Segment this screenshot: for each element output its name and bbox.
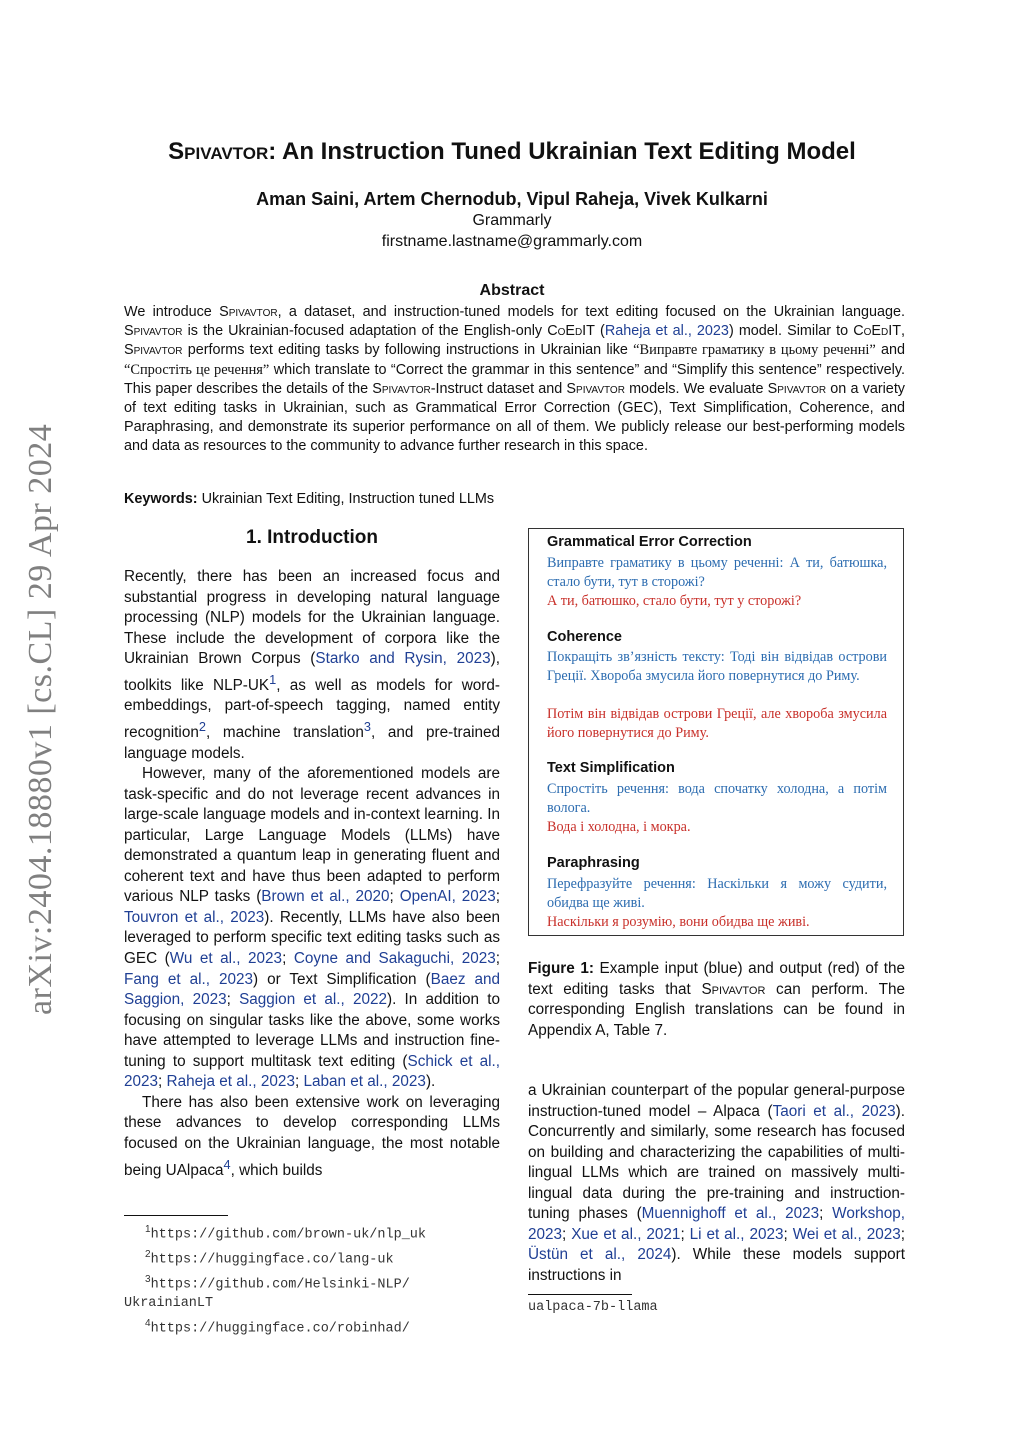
- abstract-text: is the Ukrainian-focused adaptation of the English-only: [182, 323, 548, 340]
- citation-separator: ;: [389, 888, 400, 906]
- task-heading-coherence: Coherence: [547, 629, 622, 645]
- task-heading-paraphrasing: Paraphrasing: [547, 855, 640, 871]
- body-text: ) or Text Simplification (: [253, 970, 431, 988]
- footnote-3: [124, 1270, 500, 1295]
- caption-text: can perform. The corresponding English translations can be found in Appendix A, Table 7.: [528, 980, 905, 1039]
- citation-link[interactable]: Raheja et al., 2023: [604, 323, 729, 340]
- footnote-4-continued: ualpaca-7b-llama: [528, 1300, 658, 1315]
- footnote-number: 2: [145, 1248, 151, 1260]
- example-output-simplification: Вода і холодна, і мокра.: [547, 819, 691, 835]
- footnote-mark[interactable]: 1: [269, 671, 277, 687]
- intro-paragraph-3: [124, 1093, 500, 1181]
- body-text: ).: [425, 1073, 436, 1091]
- abstract-body: [124, 303, 905, 457]
- example-input-simplification: Спростіть речення: вода спочатку холодна, а потім волога.: [547, 781, 887, 816]
- citation-link[interactable]: Coyne and Sakaguchi, 2023: [293, 950, 496, 968]
- authors: Aman Saini, Artem Chernodub, Vipul Raheja, Vivek Kulkarni: [256, 189, 768, 209]
- citation-link[interactable]: Baez and Saggion, 2023: [124, 970, 501, 1009]
- body-text: , which builds: [230, 1161, 323, 1179]
- citation-separator: ;: [819, 1205, 833, 1223]
- ukrainian-instruction: “Виправте граматику в цьому реченні”: [633, 342, 876, 359]
- abstract-text: ,: [901, 323, 906, 340]
- caption-text: Example input (blue) and output (red) of the text editing tasks that: [528, 960, 905, 998]
- citation-separator: ;: [226, 991, 240, 1009]
- footnote-3-continued: UkrainianLT: [124, 1296, 214, 1312]
- example-input-gec: Виправте граматику в цьому реченні: А ти, батюшка, стало бути, тут в сторожі?: [547, 555, 887, 590]
- citation-link[interactable]: Workshop, 2023: [528, 1205, 905, 1243]
- citation-separator: ;: [495, 888, 501, 906]
- citation-link[interactable]: Üstün et al., 2024: [528, 1246, 672, 1264]
- citation-separator: ;: [900, 1225, 906, 1243]
- intro-paragraph-2: [124, 764, 500, 1093]
- body-text: , as well as models for word-embeddings, part-of-speech tagging, named entity recognition: [124, 676, 500, 742]
- abstract-text: which translate to “Correct the grammar in this sentence” and “Simplify this sentence” respectively. This paper describes the details of the: [124, 361, 905, 397]
- ukrainian-instruction: “Спростіть це речення”: [124, 361, 270, 378]
- citation-link[interactable]: Taori et al., 2023: [772, 1102, 896, 1120]
- footnote-rule: [528, 1294, 632, 1295]
- task-heading-gec: Grammatical Error Correction: [547, 534, 752, 550]
- body-text: There has also been extensive work on leveraging these advances to develop corresponding LLMs focused on the Ukrainian language, the most notable being UAlpaca: [124, 1093, 500, 1179]
- example-output-gec: А ти, батюшко, стало бути, тут у сторожі?: [547, 593, 802, 609]
- model-name: Spivavtor: [168, 138, 269, 165]
- body-text: , machine translation: [205, 724, 364, 742]
- citation-link[interactable]: Saggion et al., 2022: [239, 991, 387, 1009]
- author-email: firstname.lastname@grammarly.com: [381, 233, 643, 250]
- left-column: [124, 567, 500, 1181]
- citation-link[interactable]: Wu et al., 2023: [169, 950, 283, 968]
- arxiv-identifier: arXiv:2404.18880v1 [cs.CL] 29 Apr 2024: [22, 423, 59, 1015]
- affiliation: Grammarly: [472, 212, 552, 229]
- footnote-rule: [124, 1215, 228, 1216]
- task-heading-simplification: Text Simplification: [547, 760, 675, 776]
- citation-link[interactable]: OpenAI, 2023: [399, 888, 496, 906]
- citation-link[interactable]: Wei et al., 2023: [792, 1225, 901, 1243]
- body-text: ). Concurrently and similarly, some research has focused on building and characterizing the capabilities of multi-lingual LLMs which are trained on massively multi-lingual data during the pre-training and instruction-tuning phases (: [528, 1102, 905, 1223]
- footnote-1: [124, 1220, 500, 1245]
- citation-link[interactable]: Touvron et al., 2023: [124, 908, 265, 926]
- figure-1-caption: [528, 959, 905, 1041]
- abstract-text: (: [594, 323, 605, 340]
- model-name: Spivavtor: [124, 342, 183, 359]
- body-text: ). In addition to focusing on singular tasks like the above, some works have attempted to leverage LLMs and instruction fine-tuning to support multitask text editing (: [124, 991, 500, 1070]
- footnote-number: 3: [145, 1273, 151, 1285]
- citation-separator: ;: [158, 1073, 167, 1091]
- citation-link[interactable]: Laban et al., 2023: [303, 1073, 426, 1091]
- abstract-text: models. We evaluate: [624, 380, 768, 397]
- model-name: Spivavtor: [767, 380, 827, 397]
- body-text: Recently, there has been an increased focus and substantial progress in developing natural language processing (NLP) models for the Ukrainian language. These include the development of corpora like the Ukrainian Brown Corpus (: [124, 568, 500, 668]
- footnote-mark[interactable]: 2: [198, 718, 206, 734]
- example-input-coherence: Покращіть зв’язність тексту: Тоді він відвідав острови Греції. Хвороба змусила його повернутися до Риму.: [547, 649, 887, 684]
- body-text: ). Recently, LLMs have also been leveraged to perform specific text editing tasks such as GEC (: [124, 908, 500, 968]
- body-text: a Ukrainian counterpart of the popular general-purpose instruction-tuned model – Alpaca (: [528, 1082, 905, 1120]
- footnote-4: [124, 1314, 500, 1339]
- intro-paragraph-3-continued: [528, 1081, 905, 1286]
- keywords-text: Ukrainian Text Editing, Instruction tuned LLMs: [197, 491, 495, 507]
- citation-separator: ;: [680, 1225, 690, 1243]
- footnote-url[interactable]: https://huggingface.co/lang-uk: [150, 1252, 394, 1268]
- citation-link[interactable]: Fang et al., 2023: [124, 970, 254, 988]
- body-text: However, many of the aforementioned models are task-specific and do not leverage recent advances in large-scale language models and in-context learning. In particular, Large Language Models (LLMs) have demonstrated a quantum leap in generating fluent and coherent text and have thus been adapted to perform various NLP tasks (: [124, 765, 500, 906]
- abstract-heading: Abstract: [479, 282, 545, 299]
- model-name: CoEdIT: [853, 323, 902, 340]
- citation-separator: ;: [282, 950, 294, 968]
- right-column: [528, 1081, 905, 1286]
- body-text: , and pre-trained language models.: [124, 724, 500, 762]
- abstract-text: and: [875, 342, 905, 359]
- abstract-text: performs text editing tasks by following instructions in Ukrainian like: [182, 342, 634, 359]
- model-name: Spivavtor: [219, 304, 278, 320]
- example-output-coherence: Потім він відвідав острови Греції, але хвороба змусила його повернутися до Риму.: [547, 706, 887, 741]
- abstract-text: -Instruct dataset and: [430, 380, 567, 397]
- footnote-number: 1: [145, 1224, 151, 1235]
- abstract-text: We introduce: [124, 304, 220, 320]
- model-name: Spivavtor: [701, 980, 766, 998]
- model-name: Spivavtor: [566, 380, 625, 397]
- citation-separator: ;: [294, 1073, 304, 1091]
- intro-paragraph-1: [124, 567, 500, 764]
- citation-link[interactable]: Xue et al., 2021: [571, 1225, 681, 1243]
- keywords-label: Keywords:: [124, 491, 198, 507]
- model-name: Spivavtor: [124, 323, 183, 340]
- title-rest: : An Instruction Tuned Ukrainian Text Editing Model: [268, 138, 856, 165]
- citation-link[interactable]: Li et al., 2023: [689, 1225, 784, 1243]
- citation-link[interactable]: Brown et al., 2020: [261, 888, 390, 906]
- citation-separator: ;: [783, 1225, 793, 1243]
- footnote-url[interactable]: https://github.com/Helsinki-NLP/: [150, 1277, 410, 1293]
- model-name: CoEdIT: [547, 323, 595, 340]
- keywords: [124, 491, 494, 507]
- model-name: Spivavtor: [372, 380, 431, 397]
- footnote-mark[interactable]: 3: [363, 718, 371, 734]
- footnote-2: [124, 1245, 500, 1270]
- figure-1-box: [528, 528, 904, 936]
- citation-separator: ;: [495, 950, 500, 968]
- citation-link[interactable]: Muennighoff et al., 2023: [641, 1205, 820, 1223]
- footnote-mark[interactable]: 4: [223, 1156, 231, 1172]
- example-input-paraphrasing: Перефразуйте речення: Наскільки я можу судити, обидва ще живі.: [547, 876, 887, 911]
- abstract-text: , a dataset, and instruction-tuned models for text editing focused on the Ukrainian language.: [277, 304, 905, 320]
- example-output-paraphrasing: Наскільки я розумію, вони обидва ще живі.: [547, 914, 810, 930]
- abstract-text: on a variety of text editing tasks in Ukrainian, such as Grammatical Error Correction (GEC), Text Simplification, Coherence, and Paraphrasing, and demonstrate its superior performance on all of them. We publicly release our best-performing models and data as resources to the community to advance further research in this space.: [124, 380, 906, 455]
- paper-title: [0, 138, 1024, 166]
- footnote-url[interactable]: https://github.com/brown-uk/nlp_uk: [150, 1227, 427, 1243]
- footnote-url[interactable]: https://huggingface.co/robinhad/: [150, 1321, 410, 1337]
- caption-label: Figure 1:: [528, 960, 594, 977]
- body-text: ), toolkits like NLP-UK: [124, 650, 500, 694]
- citation-link[interactable]: Raheja et al., 2023: [166, 1073, 295, 1091]
- footnote-number: 4: [145, 1317, 151, 1329]
- section-heading-introduction: 1. Introduction: [246, 527, 378, 548]
- footnotes-left: [124, 1220, 500, 1338]
- citation-link[interactable]: Schick et al., 2023: [124, 1052, 501, 1091]
- citation-separator: ;: [562, 1225, 572, 1243]
- body-text: ). While these models support instructions in: [528, 1246, 905, 1284]
- citation-link[interactable]: Starko and Rysin, 2023: [315, 650, 491, 668]
- abstract-text: ) model. Similar to: [728, 323, 854, 340]
